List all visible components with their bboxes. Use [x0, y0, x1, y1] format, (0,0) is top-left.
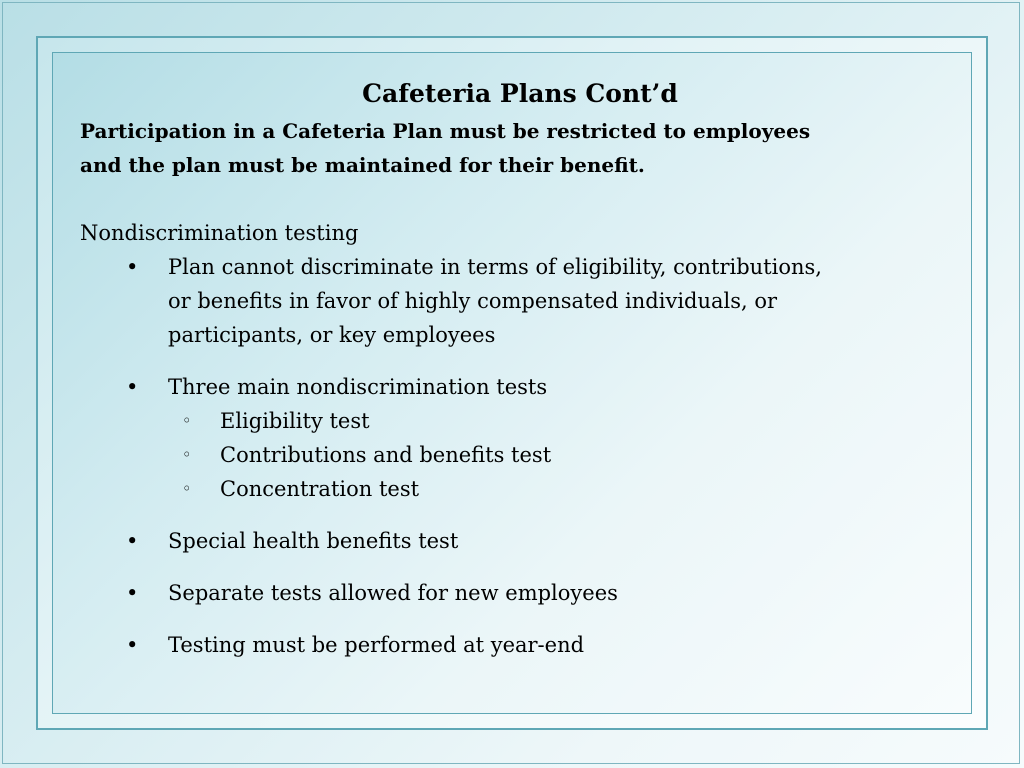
sub-bullet-item [168, 472, 960, 506]
intro-line-2: and the plan must be maintained for their benefit. [80, 153, 645, 177]
bullet-line: or benefits in favor of highly compensated individuals, or [168, 289, 778, 313]
sub-bullet-icon: ◦ [182, 445, 192, 464]
intro-line-1: Participation in a Cafeteria Plan must be restricted to employees [80, 119, 811, 143]
bullet-icon: • [126, 529, 139, 553]
bullet-icon: • [126, 581, 139, 605]
bullet-item-separate-tests [80, 576, 960, 610]
bullet-icon: • [126, 633, 139, 657]
sub-bullet-icon: ◦ [182, 479, 192, 498]
slide-content [80, 78, 960, 680]
sub-bullet-text: Contributions and benefits test [220, 443, 552, 467]
bullet-line: Special health benefits test [168, 529, 459, 553]
intro-statement [80, 114, 960, 182]
slide-title: Cafeteria Plans Cont’d [362, 79, 678, 108]
bullet-item-year-end [80, 628, 960, 662]
bullet-line: Plan cannot discriminate in terms of eligibility, contributions, [168, 255, 822, 279]
bullet-line: Testing must be performed at year-end [168, 633, 585, 657]
bullet-list [80, 250, 960, 662]
bullet-icon: • [126, 255, 139, 279]
bullet-line: Three main nondiscrimination tests [168, 375, 548, 399]
bullet-item-discrimination [80, 250, 960, 352]
bullet-icon: • [126, 375, 139, 399]
sub-bullet-icon: ◦ [182, 411, 192, 430]
sub-bullet-list [168, 404, 960, 506]
sub-bullet-item [168, 404, 960, 438]
bullet-line: Separate tests allowed for new employees [168, 581, 618, 605]
bullet-line: participants, or key employees [168, 323, 496, 347]
sub-bullet-item [168, 438, 960, 472]
bullet-item-three-tests [80, 370, 960, 506]
sub-bullet-text: Eligibility test [220, 409, 370, 433]
bullet-item-special-health [80, 524, 960, 558]
sub-bullet-text: Concentration test [220, 477, 420, 501]
section-heading: Nondiscrimination testing [80, 221, 359, 245]
